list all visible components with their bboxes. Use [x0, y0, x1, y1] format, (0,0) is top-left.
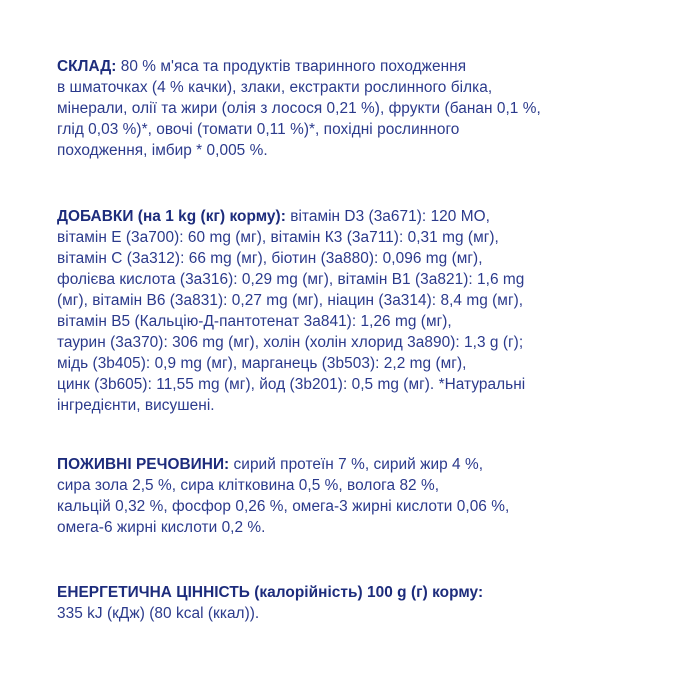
composition-text-line: мінерали, олії та жири (олія з лосося 0,21 %), фрукти (банан 0,1 %, [57, 100, 541, 117]
nutrients-heading: ПОЖИВНІ РЕЧОВИНИ: [57, 456, 230, 473]
additives-text-line: вітамін В5 (Кальцію-Д-пантотенат 3a841): 1,26 mg (мг), [57, 313, 452, 330]
additives-text-line: таурин (3a370): 306 mg (мг), холін (холін хлорид 3a890): 1,3 g (г); [57, 334, 524, 351]
additives-text-line: вітамін D3 (3a671): 120 МО, [285, 208, 490, 225]
energy-section [57, 582, 627, 624]
composition-text-line: походження, імбир * 0,005 %. [57, 142, 268, 159]
additives-text-line: мідь (3b405): 0,9 mg (мг), марганець (3b503): 2,2 mg (мг), [57, 355, 467, 372]
composition-section [57, 56, 627, 161]
additives-text-line: вітамін С (3a312): 66 mg (мг), біотин (3a880): 0,096 mg (мг), [57, 250, 483, 267]
nutrients-text-line: сирий протеїн 7 %, сирий жир 4 %, [229, 456, 484, 473]
additives-first-line [57, 206, 627, 227]
energy-first-line [57, 582, 627, 603]
additives-text-line: цинк (3b605): 11,55 mg (мг), йод (3b201): 0,5 mg (мг). *Натуральні [57, 376, 526, 393]
composition-text-line: в шматочках (4 % качки), злаки, екстракти рослинного білка, [57, 79, 493, 96]
composition-heading: СКЛАД: [57, 58, 117, 75]
composition-text-line: 80 % м'яса та продуктів тваринного походження [116, 58, 467, 75]
nutrients-text-line: кальцій 0,32 %, фосфор 0,26 %, омега-3 жирні кислоти 0,06 %, [57, 498, 510, 515]
additives-section [57, 206, 627, 416]
composition-text-line: глід 0,03 %)*, овочі (томати 0,11 %)*, похідні рослинного [57, 121, 460, 138]
energy-heading: ЕНЕРГЕТИЧНА ЦІННІСТЬ (калорійність) 100 g (г) корму: [57, 584, 484, 601]
energy-text-line: 335 kJ (кДж) (80 kcal (ккал)). [57, 605, 260, 622]
composition-first-line [57, 56, 627, 77]
nutrients-first-line [57, 454, 627, 475]
nutrients-text-line: сира зола 2,5 %, сира клітковина 0,5 %, волога 82 %, [57, 477, 440, 494]
additives-text-line: фолієва кислота (3a316): 0,29 mg (мг), вітамін В1 (3a821): 1,6 mg [57, 271, 525, 288]
nutrients-text-line: омега-6 жирні кислоти 0,2 %. [57, 519, 266, 536]
additives-text-line: інгредієнти, висушені. [57, 397, 215, 414]
additives-heading: ДОБАВКИ (на 1 kg (кг) корму): [57, 208, 286, 225]
additives-text-line: вітамін Е (3a700): 60 mg (мг), вітамін К3 (3a711): 0,31 mg (мг), [57, 229, 499, 246]
nutrients-section [57, 454, 627, 538]
additives-text-line: (мг), вітамін В6 (3a831): 0,27 mg (мг), ніацин (3a314): 8,4 mg (мг), [57, 292, 524, 309]
